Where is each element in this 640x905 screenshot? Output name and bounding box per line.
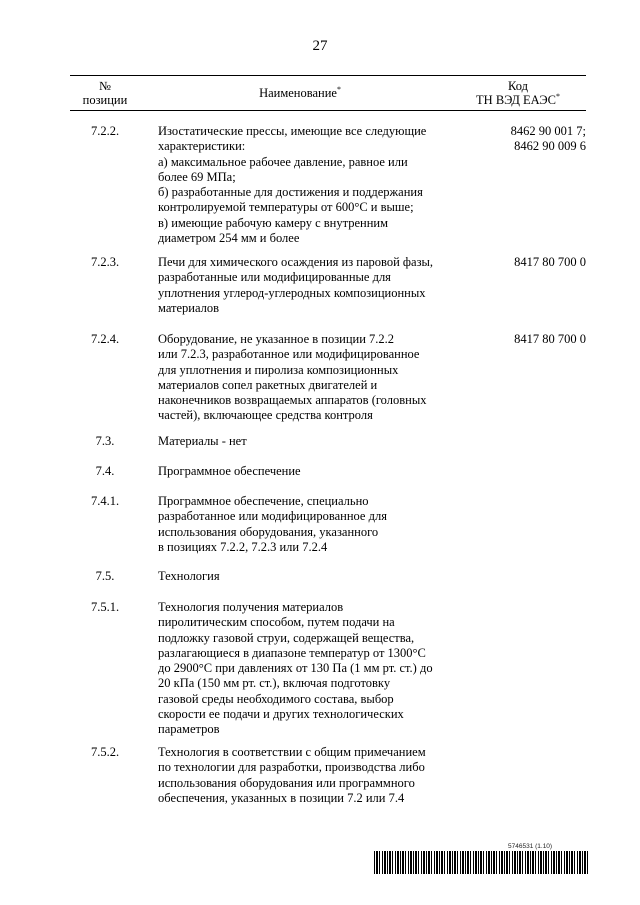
position-code: 8417 80 700 0 bbox=[514, 332, 586, 346]
page-number: 27 bbox=[312, 38, 328, 54]
header-code-footnote-mark: * bbox=[555, 91, 560, 101]
position-number: 7.2.2. bbox=[90, 124, 120, 138]
header-position-column bbox=[70, 76, 140, 110]
position-number: 7.4.1. bbox=[90, 494, 120, 508]
position-description: Материалы - нет bbox=[158, 434, 247, 448]
position-number: 7.2.4. bbox=[90, 332, 120, 346]
position-number: 7.2.3. bbox=[90, 255, 120, 269]
position-description: Программное обеспечение, специально разработанное или модифицированное для использования оборудования, указанного в позициях 7.2.2, 7.2.3 или 7.2.4 bbox=[158, 494, 387, 554]
position-description: Технология bbox=[158, 569, 220, 583]
position-description: Технология получения материалов пиролитическим способом, путем подачи на подложку газовой струи, содержащей вещества, разлагающиеся в диапазоне температур от 1300°С до 2900°С при давлениях от 130 Па (1 мм рт. ст.) до 20 кПа (150 мм рт. ст.), включая подготовку газовой среды необходимого состава, выбор скорости ее подачи и других технологических параметров bbox=[158, 600, 433, 737]
position-description: Печи для химического осаждения из паровой фазы, разработанные или модифицированные для уплотнения углерод-углеродных композиционных материалов bbox=[158, 255, 434, 315]
document-stamp: 5746531 (1.10) bbox=[508, 843, 553, 850]
header-position-label: позиции bbox=[82, 93, 128, 107]
position-code: 8462 90 001 7; 8462 90 009 6 bbox=[510, 124, 586, 154]
position-description: Программное обеспечение bbox=[158, 464, 301, 478]
position-number: 7.5.1. bbox=[90, 600, 120, 614]
position-number: 7.3. bbox=[95, 434, 115, 448]
barcode bbox=[374, 851, 588, 874]
position-number: 7.4. bbox=[95, 464, 115, 478]
header-code-classifier: ТН ВЭД ЕАЭС bbox=[476, 93, 556, 107]
position-description: Оборудование, не указанное в позиции 7.2.2 или 7.2.3, разработанное или модифицированное для уплотнения и пиролиза композиционных материалов сопел ракетных двигателей и наконечников возвращаемых аппаратов (головных частей), включающее средства контроля bbox=[158, 332, 427, 423]
position-code: 8417 80 700 0 bbox=[514, 255, 586, 269]
position-description: Изостатические прессы, имеющие все следующие характеристики: а) максимальное рабочее давление, равное или более 69 МПа; б) разработанные для достижения и поддержания контролируемой температуры от 600°С и выше; в) имеющие рабочую камеру с внутренним диаметром 254 мм и более bbox=[158, 124, 427, 246]
position-description: Технология в соответствии с общим примечанием по технологии для разработки, производства либо использования оборудования или программного обеспечения, указанных в позиции 7.2 или 7.4 bbox=[158, 745, 426, 805]
header-position-symbol: № bbox=[99, 79, 111, 93]
header-name-column bbox=[155, 76, 445, 110]
position-number: 7.5.2. bbox=[90, 745, 120, 759]
header-name-footnote-mark: * bbox=[336, 84, 341, 94]
header-code-column bbox=[450, 76, 586, 110]
position-number: 7.5. bbox=[95, 569, 115, 583]
header-name-label: Наименование bbox=[259, 86, 337, 100]
header-code-label: Код bbox=[508, 79, 528, 93]
table-header bbox=[70, 75, 586, 111]
